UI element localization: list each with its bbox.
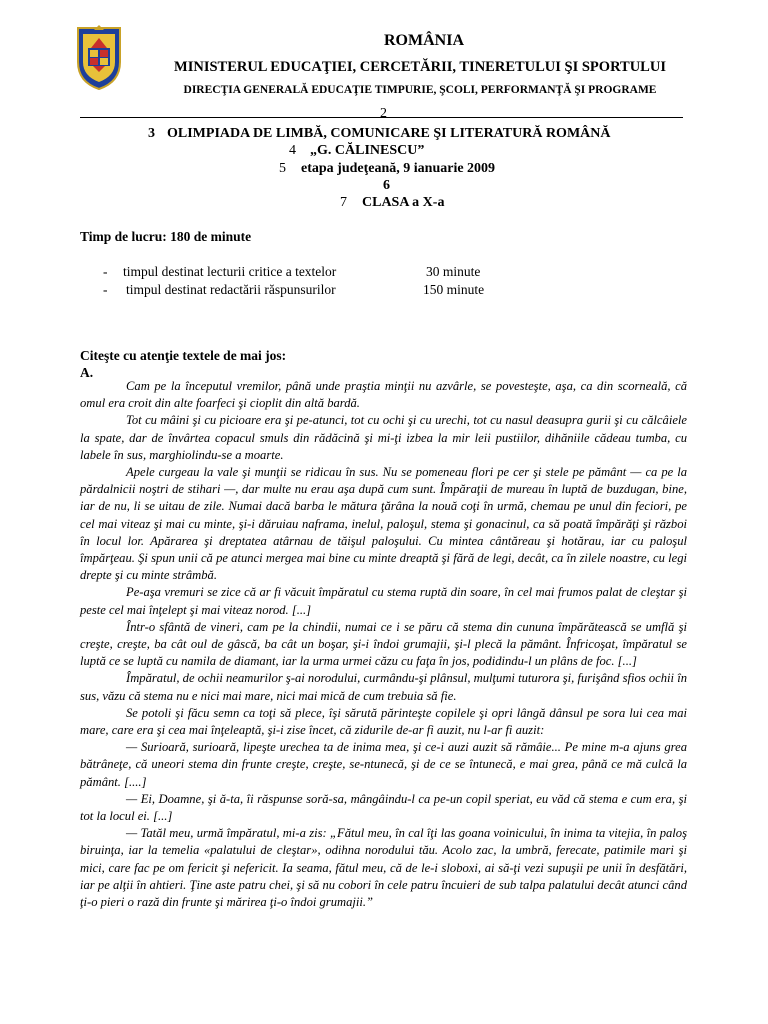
text-paragraph: — Tatăl meu, urmă împăratul, mi-a zis: „Fătul meu, în cal îţi las goana voinicului, în inima ta vitejia, în paloş biruinţa, iar la temelia «palatului de cleştar», odihna norodului tău. Acolo zac, la umbră, ferecate, patimile mari şi mici, care fac pe om fericit şi nefericit. Ia seama, fătul meu, că de le-i sloboxi, ai să-ţi vezi supuşii pe unii în desfătări, iar pe alţii în ahtieri. Ţine aste patru chei, şi să nu cobori în cele patru încuieri de sub talpa palatului decât atunci când ţi-o pieri o rază din frunte şi mărirea ţi-o îndoi grumajii.” <box>80 826 687 910</box>
text-paragraph: Apele curgeau la vale şi munţii se ridicau în sus. Nu se pomeneau flori pe cer şi stele pe pământ — ca pe la părdalnicii noştri de stihari —, dar multe nu erau aşa după cum sunt. Împăraţii de mureau în luptă de buzdugan, bine, iar de nu, li se uitau de zile. Numai dacă barba le mătura ţărâna la nouă coţi în urmă, chemau pe unul din feciori, pe cel mai viteaz şi mai cu minte, şi-i dăruiau naframa, inelul, paloşul, stema şi gonacinul, ca să poată împărăţi şi război în locul lor. Apărarea şi dreptatea atârnau de tăişul paloşului. Cu mintea cântăreau şi hotărau, iar cu paloşul împărţeau. Şi spun unii că pe atunci mergea mai bine cu minte dreaptă şi fără de legi, decât, ca în zilele noastre, cu legi drepte şi cu minte strâmbă. <box>80 465 687 583</box>
time-item-dash: - <box>103 264 108 279</box>
line-number-7: 7 <box>340 195 347 210</box>
literary-text <box>80 378 687 911</box>
section-label: A. <box>80 365 94 380</box>
text-paragraph: Pe-aşa vremuri se zice că ar fi văcuit împăratul cu stema ruptă din soare, în cel mai frumos palat de cleştar şi peste cel mai înţelept şi mai viteaz norod. [...] <box>80 585 687 617</box>
olympiad-title: OLIMPIADA DE LIMBĂ, COMUNICARE ŞI LITERATURĂ ROMÂNĂ <box>167 126 611 141</box>
line-number-2: 2 <box>380 106 387 121</box>
ministry-title: MINISTERUL EDUCAŢIEI, CERCETĂRII, TINERETULUI ŞI SPORTULUI <box>174 59 666 75</box>
text-paragraph: Într-o sfântă de vineri, cam pe la chindii, numai ce i se păru că stema din cununa împărătească se umflă şi creşte, creşte, ba cât oul de gâscă, ba cât un boşar, şi-i îndoi grumajii, şi-l plecă la pământ. Înfricoşat, împăratul se luptă ce se luptă cu namila de diamant, iar la urma urmei căzu cu faţa în jos, podidindu-l un plâns de foc. [...] <box>80 619 687 669</box>
country-title: ROMÂNIA <box>384 32 464 49</box>
text-paragraph: — Surioară, surioară, lipeşte urechea ta de inima mea, şi ce-i auzi auzit să rămâie... Pe mine m-a ajuns grea bătrâneţe, că uneori stema din frunte creşte, creşte, se-ntunecă, şi de ce se întunecă, e mai grea, până ce mă culcă la pământ. [....] <box>80 740 687 789</box>
olympiad-name: „G. CĂLINESCU” <box>310 143 425 158</box>
grade-line: CLASA a X-a <box>362 195 445 210</box>
stage-line: etapa judeţeană, 9 ianuarie 2009 <box>301 161 496 176</box>
time-item-value: 30 minute <box>426 264 481 279</box>
header-divider <box>80 117 683 118</box>
line-number-3: 3 <box>148 126 155 141</box>
text-paragraph: Cam pe la începutul vremilor, până unde praştia minţii nu azvârle, se povesteşte, aşa, ca din scorneală, că omul era croit din alte foarfeci şi cioplit din altă bardă. <box>80 379 687 411</box>
directorate-title: DIRECŢIA GENERALĂ EDUCAŢIE TIMPURIE, ŞCOLI, PERFORMANŢĂ ŞI PROGRAME <box>183 84 657 96</box>
text-paragraph: Se potoli şi făcu semn ca toţi să plece, îşi sărută părinteşte copilele şi opri lângă dânsul pe sora lui cea mai mare, care era şi cea mai înţeleaptă, şi-i zise încet, că zidurile de-ar fi auzit, nu l-ar fi auzit: <box>80 705 687 738</box>
time-item-text: timpul destinat lecturii critice a textelor <box>123 264 337 279</box>
time-item-text: timpul destinat redactării răspunsurilor <box>126 282 336 297</box>
line-number-4: 4 <box>289 143 296 158</box>
time-item-dash: - <box>103 282 108 297</box>
line-number-6: 6 <box>383 178 390 193</box>
text-paragraph: — Ei, Doamne, şi ă-ta, îi răspunse soră-sa, mângâindu-l ca pe-un copil speriat, eu văd că stema e cum era, şi tot la locul ei. [...] <box>80 791 687 824</box>
time-item-value: 150 minute <box>423 282 485 297</box>
instructions: Citeşte cu atenţie textele de mai jos: <box>80 348 287 363</box>
line-number-5: 5 <box>279 161 286 176</box>
text-paragraph: Împăratul, de ochii neamurilor ş-ai norodului, curmându-şi plânsul, mulţumi tuturora şi, furişând sfios ochii în sus, văzu că stema nu e nici mai mare, nici mai mică de cum trebuia să fie. <box>80 671 687 703</box>
text-paragraph: Tot cu mâini şi cu picioare era şi pe-atunci, tot cu ochi şi cu urechi, tot cu nasul deasupra gurii şi cu călcâiele la spate, dar de învârtea copacul smuls din rădăcină şi mi-ţi izbea la mir leii pustiilor, dihăniile cădeau tumba, cu labele în sus, marghiolindu-se a moarte. <box>80 413 687 462</box>
work-time-label: Timp de lucru: 180 de minute <box>80 229 252 244</box>
